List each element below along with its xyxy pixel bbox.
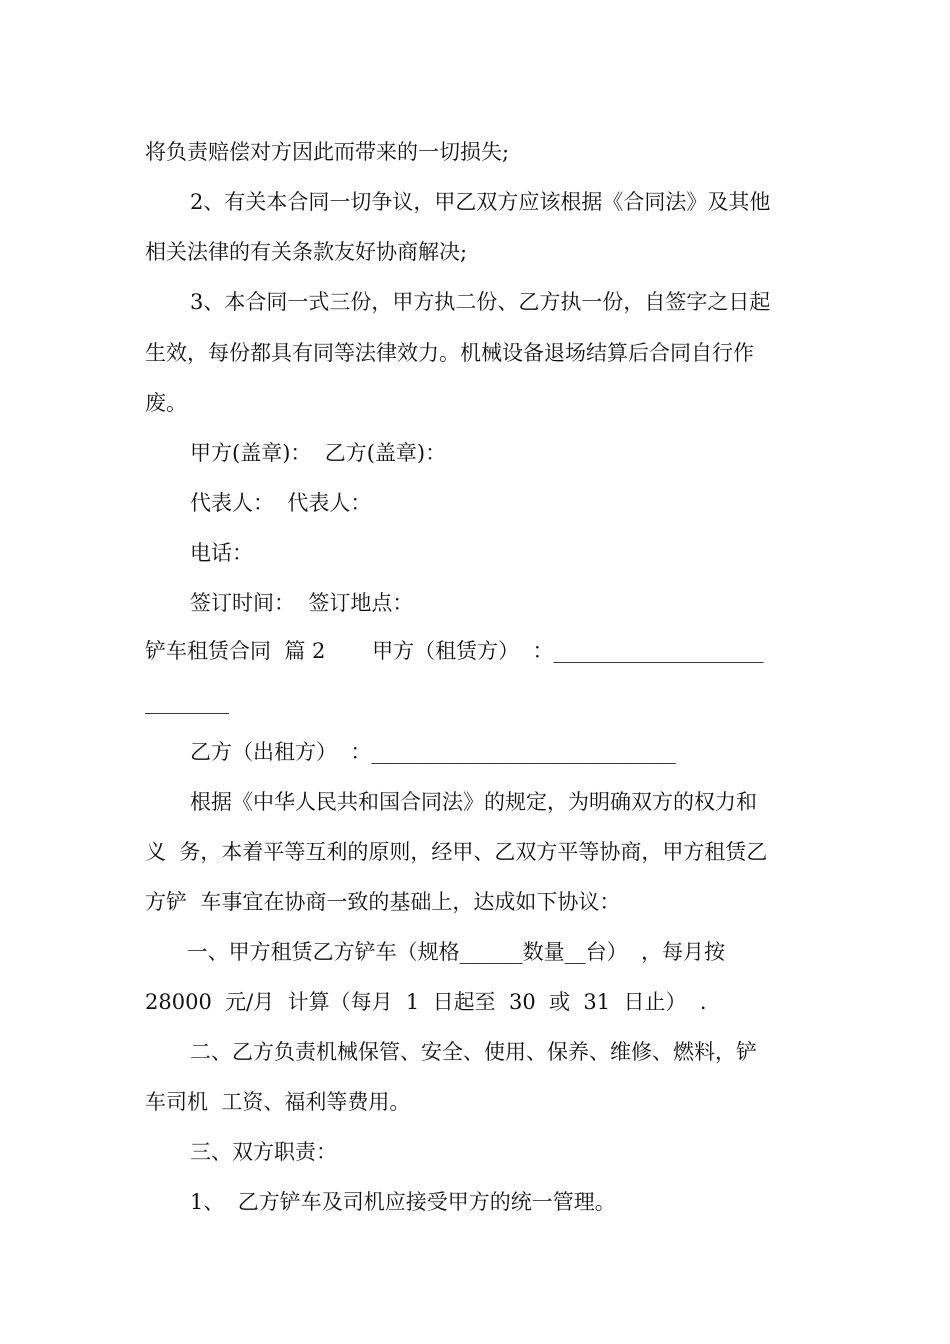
text-line: 3、本合同一式三份，甲方执二份、乙方执一份，自签字之日起 <box>190 290 771 314</box>
text-line: 义 务，本着平等互利的原则，经甲、乙双方平等协商，甲方租赁乙 <box>145 840 768 864</box>
text-line: 签订时间： 签订地点： <box>190 591 414 615</box>
text-line: ________ <box>145 690 229 714</box>
text-line: 二、乙方负责机械保管、安全、使用、保养、维修、燃料，铲 <box>190 1040 757 1064</box>
section-heading-line: 铲车租赁合同 篇 2 甲方（租赁方） ：____________________ <box>145 639 764 663</box>
text-line: 方铲 车事宜在协商一致的基础上，达成如下协议： <box>145 890 621 914</box>
text-line: 1、 乙方铲车及司机应接受甲方的统一管理。 <box>190 1190 616 1214</box>
text-line: 代表人： 代表人： <box>190 491 372 515</box>
text-line: 根据《中华人民共和国合同法》的规定，为明确双方的权力和 <box>190 790 757 814</box>
text-line: 甲方(盖章)： 乙方(盖章)： <box>190 441 447 465</box>
text-line: 电话： <box>190 541 253 565</box>
text-line: 车司机 工资、福利等费用。 <box>145 1090 411 1114</box>
text-line: 废。 <box>145 391 187 415</box>
text-line: 将负责赔偿对方因此而带来的一切损失; <box>145 140 510 164</box>
text-line: 2、有关本合同一切争议，甲乙双方应该根据《合同法》及其他 <box>190 190 771 214</box>
text-line: 乙方（出租方） ：_____________________________ <box>190 740 676 764</box>
text-line: 一、甲方租赁乙方铲车（规格______数量__台） ，每月按 <box>180 940 726 964</box>
text-line: 相关法律的有关条款友好协商解决; <box>145 240 468 264</box>
text-line: 三、双方职责： <box>190 1140 337 1164</box>
text-line: 28000 元/月 计算（每月 1 日起至 30 或 31 日止） . <box>145 990 707 1014</box>
text-line: 生效，每份都具有同等法律效力。机械设备退场结算后合同自行作 <box>145 341 754 365</box>
